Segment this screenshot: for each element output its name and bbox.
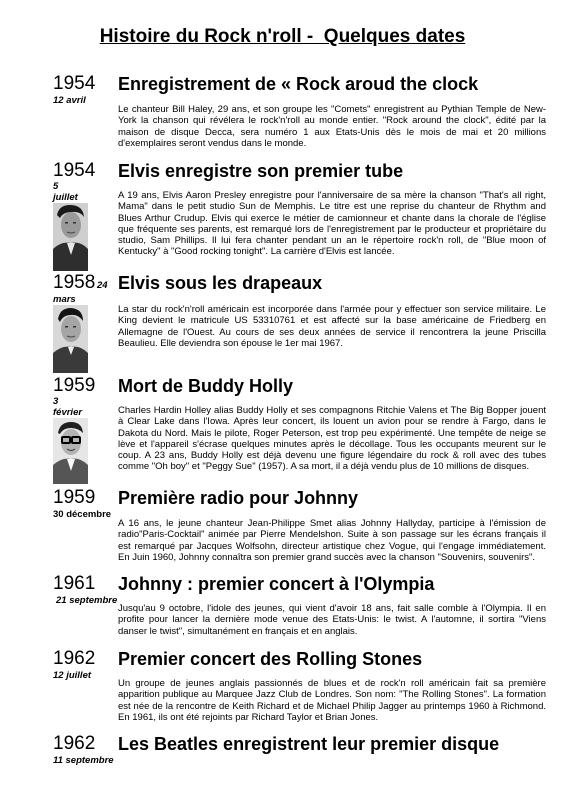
entry-date: 24 [97, 280, 108, 291]
entry-date: 12 avril [53, 95, 86, 106]
entry-body: La star du rock'n'roll américain est incorporée dans l'armée pour y effectuer son service militaire. Le King devient le matricule US 53310761 et est affecté sur la base américaine de Friedberg en Allemagne de l'Ouest. Au cours de ses deux années de service il rencontrera la jeune Priscilla Beaulieu. Elle deviendra son épouse le 1er mai 1967. [118, 304, 546, 349]
entry-year: 1954 [53, 160, 96, 181]
elvis-young-photo [53, 203, 88, 271]
entry-body: Un groupe de jeunes anglais passionnés de blues et de rock'n roll américain fait sa première apparition publique au Marquee Jazz Club de Londres. Son nom: "The Rolling Stones". La formation est née de la rencontre de Keith Richard et de Michael Philip Jagger au printemps 1960 à Richmond. En 1961, ils ont été rejoints par Richard Taylor et Brian Jones. [118, 678, 546, 723]
entry-year: 1959 [53, 375, 96, 396]
entry-title: Mort de Buddy Holly [118, 376, 293, 396]
entry-year: 1962 [53, 648, 96, 669]
entry-body: A 19 ans, Elvis Aaron Presley enregistre pour l'anniversaire de sa mère la chanson "That's all right, Mama" dans le petit studio Sun de Memphis. Le titre est une reprise du chanteur de Rhythm and Blues Arthur Crudup. Elvis qui exerce le métier de camionneur et chante dans la chorale de l'église que fréquente ses parents, est remarqué lors de l'enregistrement par le producteur et propriétaire du studio, Sam Phillips. Il lui fera chanter pendant un an le répertoire rock'n roll, de "Blue moon of Kentucky" à "Good rocking tonight". La carrière d'Elvis est lancée. [118, 190, 546, 258]
entry-body: Le chanteur Bill Haley, 29 ans, et son groupe les "Comets" enregistrent au Pythian Temple de New-York la chanson qui révélera le rock'n'roll au monde entier. "Rock around the clock", édité par la maison de disque Decca, sera numéro 1 aux Etats-Unis dès le mois de mai et 20 millions d'exemplaires seront vendus dans le monde. [118, 104, 546, 149]
entry-title: Johnny : premier concert à l'Olympia [118, 574, 435, 594]
entry-title: Enregistrement de « Rock aroud the clock [118, 74, 479, 94]
entry-date: 5 [53, 181, 59, 192]
entry-date: 21 septembre [56, 595, 118, 606]
entry-year: 1959 [53, 487, 96, 508]
entry-body: Charles Hardin Holley alias Buddy Holly et ses compagnons Ritchie Valens et The Big Bopper jouent à Clear Lake dans l'Iowa. Après leur concert, ils louent un avion pour se rendre à Fargo, dans le Dakota du Nord. Mais le pilote, Roger Peterson, est trop peu expérimenté. Une tempête de neige se lève et l'appareil s'écrase quelques minutes après le décollage. Tous les occupants meurent sur le coup. A 23 ans, Buddy Holly est déjà devenu une figure légendaire du rock & roll avec des tubes comme "Oh boy" et "Peggy Sue" (1957). A sa mort, il a déjà vendu plus de 10 millions de disques. [118, 405, 546, 473]
entry-title: Première radio pour Johnny [118, 488, 359, 508]
entry-date-line2: mars [53, 294, 76, 305]
buddy-holly-photo [53, 418, 88, 484]
entry-year: 1954 [53, 73, 96, 94]
entry-date-line2: février [53, 407, 83, 418]
entry-year: 1958 [53, 272, 96, 293]
entry-title: Elvis sous les drapeaux [118, 273, 323, 293]
entry-date: 30 décembre [53, 509, 112, 520]
entry-year: 1961 [53, 573, 96, 594]
entry-title: Elvis enregistre son premier tube [118, 161, 404, 181]
entry-body: Jusqu'au 9 octobre, l'idole des jeunes, qui vient d'avoir 18 ans, fait salle comble à l'Olympia. Il en profite pour lancer la dernière mode venue des Etats-Unis: le twist. A l'automne, il sortira "Viens danser le twist", simultanément en français et en anglais. [118, 603, 546, 637]
entry-date: 11 septembre [53, 755, 114, 766]
elvis-army-photo [53, 305, 88, 373]
page-title: Histoire du Rock n'roll - Quelques dates [99, 26, 466, 47]
entry-title: Les Beatles enregistrent leur premier disque [118, 734, 500, 754]
entry-title: Premier concert des Rolling Stones [118, 649, 423, 669]
entry-body: A 16 ans, le jeune chanteur Jean-Philippe Smet alias Johnny Hallyday, participe à l'émission de radio"Paris-Cocktail" animée par Pierre Mendelshon. Suite à son passage sur les écrans français il est remarqué par Jacques Wolfsohn, directeur artistique chez Vogue, qui l'engage immédiatement. En Juin 1960, Johnny connaîtra son premier grand succès avec la chanson "Souvenirs, souvenirs". [118, 518, 546, 563]
entry-date: 12 juillet [53, 670, 92, 681]
entry-year: 1962 [53, 733, 96, 754]
entry-date-line2: juillet [53, 192, 78, 203]
entry-date: 3 [53, 396, 59, 407]
